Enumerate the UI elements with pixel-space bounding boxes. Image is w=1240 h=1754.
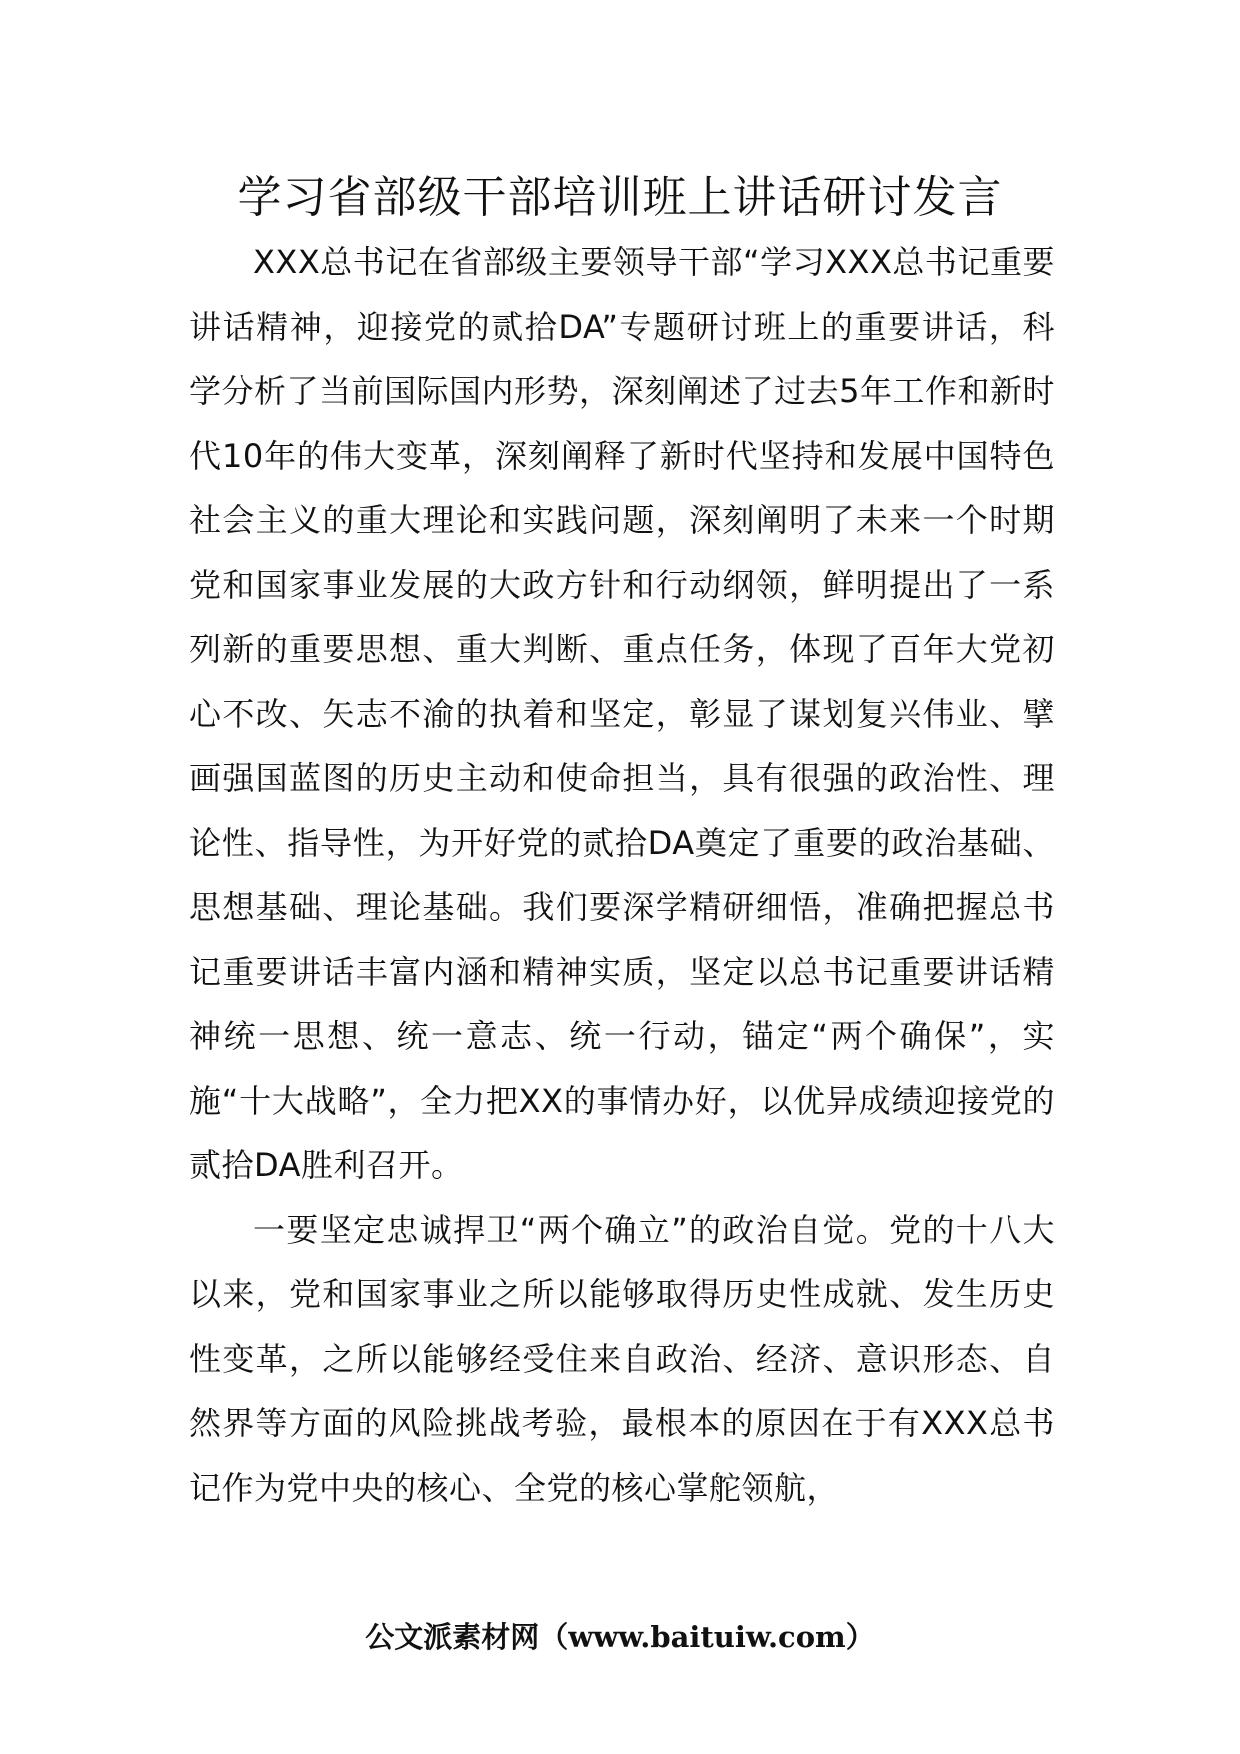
paragraph-2: 一要坚定忠诚捍卫“两个确立”的政治自觉。党的十八大以来，党和国家事业之所以能够取得历史性成就、发生历史性变革，之所以能够经受住来自政治、经济、意识形态、自然界等方面的风险挑战考验，最根本的原因在于有XXX总书记作为党中央的核心、全党的核心掌舵领航， [189, 1210, 1055, 1507]
watermark-footer: 公文派素材网（www.baituiw.com） [365, 1620, 875, 1654]
document-body [189, 230, 1055, 1520]
paragraph-1: XXX总书记在省部级主要领导干部“学习XXX总书记重要讲话精神，迎接党的贰拾DA”专题研讨班上的重要讲话，科学分析了当前国际国内形势，深刻阐述了过去5年工作和新时代10年的伟大变革，深刻阐释了新时代坚持和发展中国特色社会主义的重大理论和实践问题，深刻阐明了未来一个时期党和国家事业发展的大政方针和行动纲领，鲜明提出了一系列新的重要思想、重大判断、重点任务，体现了百年大党初心不改、矢志不渝的执着和坚定，彰显了谋划复兴伟业、擘画强国蓝图的历史主动和使命担当，具有很强的政治性、理论性、指导性，为开好党的贰拾DA奠定了重要的政治基础、思想基础、理论基础。我们要深学精研细悟，准确把握总书记重要讲话丰富内涵和精神实质，坚定以总书记重要讲话精神统一思想、统一意志、统一行动，锚定“两个确保”，实施“十大战略”，全力把XX的事情办好，以优异成绩迎接党的贰拾DA胜利召开。 [189, 243, 1055, 1184]
document-title: 学习省部级干部培训班上讲话研讨发言 [237, 172, 1003, 223]
